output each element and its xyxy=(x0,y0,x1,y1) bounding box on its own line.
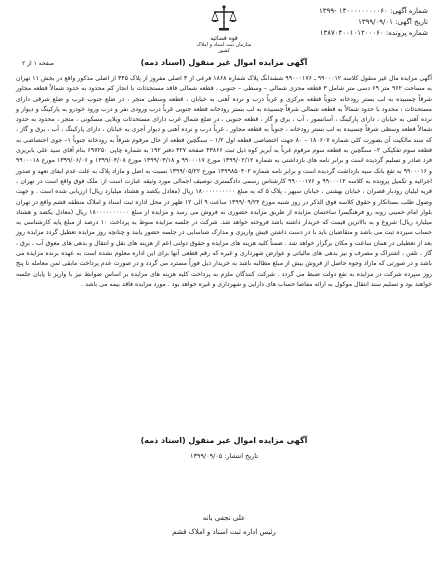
notice-header xyxy=(288,6,428,39)
page-indicator: صفحه ۱ از ۲ xyxy=(22,60,54,67)
org-name: قوه قضائیه xyxy=(210,35,238,42)
publish-date: تاریخ انتشار: ۱۳۹۹/۰۹/۰۵ xyxy=(189,452,259,460)
org-subtitle: سازمان ثبت اسناد و املاک کشور xyxy=(196,42,252,54)
notice-date: تاریخ آگهی: ۱۳۹۹/۰۹/۰۱ xyxy=(358,18,428,26)
case-number: شماره پرونده: ۱۳۸۷۰۴۰۰۱۰۱۲۰۰۰۶۰ xyxy=(319,29,428,37)
signer-title: رئیس اداره ثبت اسناد و املاک قشم xyxy=(172,528,276,536)
notice-title-repeat: آگهی مزایده اموال غیر منقول (اسناد ذمه) xyxy=(140,436,308,445)
notice-number: شماره آگهی: ۱۴۰۰۰۰۰۰۰۰۰۶۰ -۱۳۹۹ xyxy=(319,7,428,15)
notice-title: آگهی مزایده اموال غیر منقول (اسناد ذمه) xyxy=(140,58,308,67)
scales-of-justice-icon xyxy=(209,4,239,34)
signer-name: علی نجفی بانه xyxy=(202,514,246,522)
judiciary-emblem xyxy=(196,4,252,54)
notice-body: آگهی مزایده مال غیر منقول کلاسه ۹۹۰۰۰۱۲ ـ ۹۹۰۰۰۱۷۶ ششدانگ پلاک شماره ۱۸۶۸ فرعی از ۳ اصلی مفروز از پلاک ۳۴۵ از اصلی مذکور واقع در بخش ۱۱ تهران به مساحت ۹۶۲ متر ۶۹ دسی متر شامل ۳ قطعه مجزی شمالی – وسطی – جنوبی ، قطعه شمالی فاقد مستحدثات با انجار کم محدود به حدود شمالاً قطعه مجاور شرقاً چسبیده به لب بستر رودخانه جنوباً قطعه مرکزی و غرباً درب و نرده آهنی به خیابان ، قطعه وسطی متجر ، در ضلع جنوب غرب و ضلع شرقی دارای مستحدثات ، محدود با حدود شمالاً به قطعه شمالی شرقاً چسبیده به لب بستر رودخانه قطعه جنوبی غرباً درب ورودی نفر و درب ورود خودرو به پارکینگ و دیوار و نرده آهنی به خیابان ، دارای پارکینگ ، آسانسور ، آب ، برق و گاز ، قطعه جنوبی ، در ضلع شمال غرب دارای مستحدثات ویلایی مسکونی ، متجر ، محدود به حدود شمالاً قطعه وسطی شرقاً چسبیده به لب بستر رودخانه ، جنوباً به قطعه مجاور ، غرباً درب و نرده آهنی و دیوار آجری به خیابان ، دارای پارکینگ ، آب ، برق و گاز ، که سند مالکیت آن بصورت کلی شماره ۱۸۰۶۰۷ – ۸۰ جهت اختصاصی قطعه اول ۱/۲ – سنگچین قطعه از حال مرقوم شرقاً به رودخانه جنوباً ۱– جوی اختصاصی به قطعه سوم تفکیکی ۲– سنگچین به قطعه سوم مرقوم غرباً به آبریز کوه ذیل ثبت ۴۳۸۶۶ صفحه ۴۲۷ دفتر ۱۹۲ به شماره چاپی ۶۹۷۲۵۰ بنام آقای سید علی بابریزی فرد صادر و تسلیم گردیده است و برابر نامه های بازداشتی به شماره ۱۳۹۹/۰۲/۱۲ مورخ ۹۹۰۰۰۱۷ و ۱۳۹۹/۰۳/۱۸ مورخ ۱۳۹۹/۰۴/۰۸ و ۱۳۹۹/۰۶/۰۶ مورخ ۹۹۰۰۰۱۸ و ۹۹۰۰۰۱۶ به تفع بانک سپه بازداشت گردیده است و برابر نامه شماره ۱۳۹۹۸۵۰۴۰۲ مورخ ۱۳۹۹/۰۵/۲۲ نسبت به اصل و مازاد پلاک به علت عدم ایفای تعهد و صدور اجرائیه و تکمیل پرونده به کلاسه ۹۹۰۰۰۱۲ و ۹۹۰۰۰۱۷۶ کارشناس رسمی دادگستری توصیف اجمالی مورد وثیقه عبارت است از: ملک فوق واقع است در تهران ، قریه لیلیان رودبار قصران ، خیابان بهشتی ، خیابان سپهر ، پلاک ۵ که به مبلغ ۱۸۰۰۰۰۰۰۰۰۰۰ ریال (معادل یکصد و هشتاد میلیارد ریال) ارزیابی شده است . و جهت وصول طلب بستانکار و حقوق کلاسه فوق الذکر در روز شنبه مورخ ۱۳۹۹/۰۹/۲۴ ساعت ۹ الی ۱۲ ظهر در محل اداره ثبت اسناد و املاک منطقه قشم واقع در تهران بلوار امام خمینی روبه رو فرهنگسرا ساختمان مزایده از طریق مزایده حضوری به فروش می رسد و مزایده از مبلغ ۱۸۰۰۰۰۰۰۰۰۰۰ ریال (معادل یکصد و هشتاد میلیارد ریال) شروع و به بالاترین قیمت که خریدار داشته باشد فروخته خواهد شد. شرکت در جلسه مزایده منوط به پرداخت ۱۰ درصد از مبلغ پایه کارشناسی به حساب سپرده ثبت می باشد و متقاضیان باید با در دست داشتن فیش واریزی و مدارک شناسایی در جلسه حضور یابند و چنانچه روز مزایده تعطیل گردد مزایده روز بعد از تعطیلی در همان ساعت و مکان برگزار خواهد شد . ضمناً کلیه هزینه های مزایده و حقوق دولتی اعم از هزینه های نقل و انتقال و بدهی های معوق آب ، برق ، گاز ، تلفن ، اشتراک و مصرف و نیز بدهی های مالیاتی و عوارض شهرداری و غیره که رقم قطعی آنها برای این اداره معلوم نشده است به عهده برنده مزایده می باشد و در صورتی که مازاد وجوه حاصل از فروش بیش از مبلغ مطالبه باشد به خریدار ذیل فوراً مسترد می گردد و در صورت عدم پرداخت مابقی ثمن معامله تا پنج روز سپرده شرکت در مزایده به نفع دولت ضبط می گردد . شرکت کنندگان ملزم به پرداخت کلیه هزینه های مزایده بر اساس ضوابط نیز با واریز تا پایان جلسه خواهند بود و تسلیم سند انتقال موکول به ارائه مفاصا حساب های دارایی و شهرداری و غیره خواهد بود . مورد مزایده فاقد بیمه می باشد . xyxy=(16,75,432,288)
